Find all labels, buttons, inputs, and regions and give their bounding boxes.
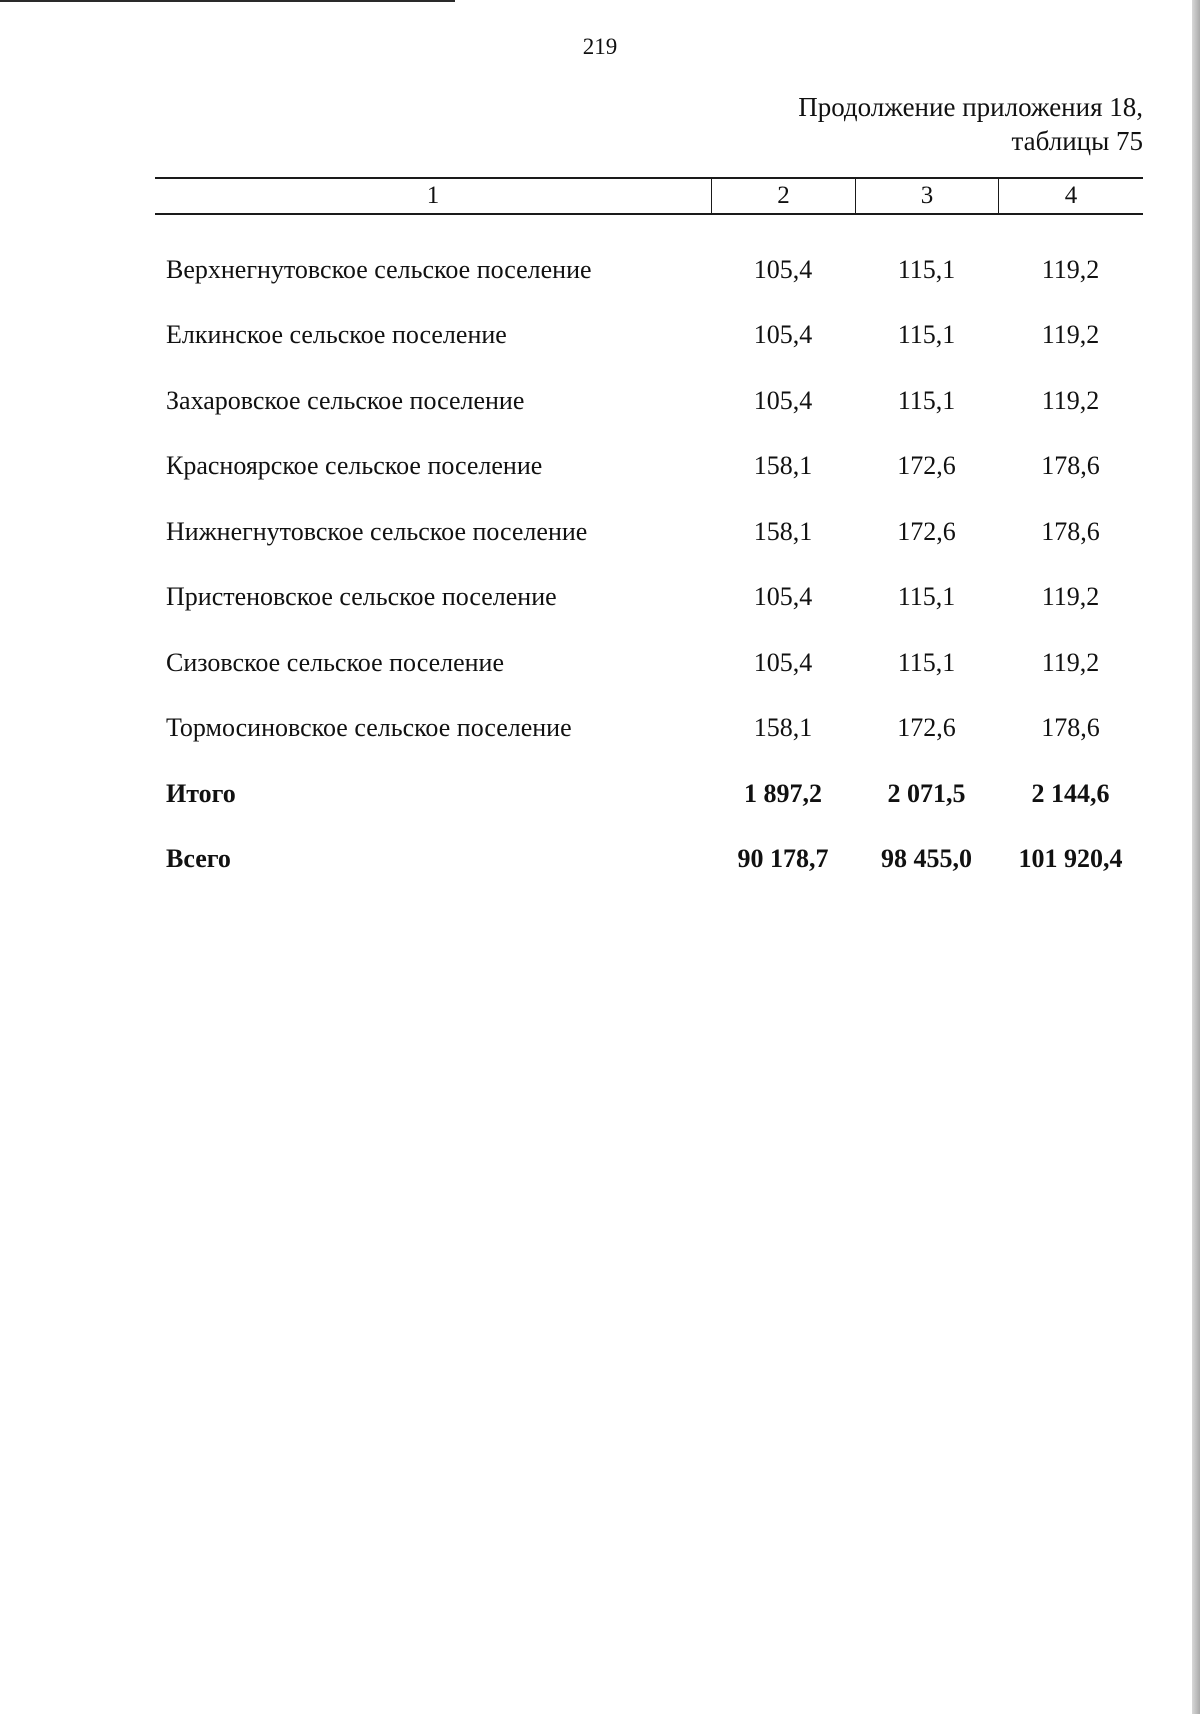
table-row — [155, 368, 1143, 434]
row-name: Тормосиновское сельское поселение — [166, 713, 572, 743]
row-value-col-3: 172,6 — [897, 516, 956, 546]
table-header-row — [155, 177, 1143, 215]
row-value-col-3: 115,1 — [897, 254, 956, 284]
header-col-2: 2 — [711, 179, 855, 213]
row-name: Сизовское сельское поселение — [166, 647, 504, 677]
row-value-col-4: 119,2 — [1041, 582, 1100, 612]
row-name: Пристеновское сельское поселение — [166, 582, 557, 612]
row-value-col-2: 158,1 — [753, 451, 813, 481]
page-number: 219 — [582, 34, 618, 59]
row-value-col-3: 115,1 — [897, 385, 956, 415]
row-value-col-2: 105,4 — [753, 385, 813, 415]
row-value-col-4: 119,2 — [1041, 254, 1100, 284]
row-value-col-3: 115,1 — [897, 582, 956, 612]
row-value-col-4: 178,6 — [1041, 713, 1100, 743]
subtotal-col-4: 2 144,6 — [1031, 778, 1110, 808]
grand-total-col-4: 101 920,4 — [1018, 844, 1123, 874]
table-caption — [798, 90, 1143, 158]
subtotal-col-2: 1 897,2 — [744, 778, 822, 808]
table-body — [155, 237, 1143, 892]
data-table — [155, 177, 1143, 892]
row-value-col-4: 119,2 — [1041, 647, 1100, 677]
row-name: Верхнегнутовское сельское поселение — [166, 254, 592, 284]
subtotal-row — [155, 761, 1143, 827]
scan-edge-right — [1192, 0, 1200, 1714]
caption-line-2: таблицы 75 — [1011, 126, 1143, 156]
row-value-col-2: 105,4 — [753, 647, 813, 677]
subtotal-col-3: 2 071,5 — [887, 778, 966, 808]
header-col-4: 4 — [998, 179, 1143, 213]
grand-total-row — [155, 827, 1143, 893]
table-row — [155, 303, 1143, 369]
subtotal-label: Итого — [166, 778, 236, 808]
table-row — [155, 696, 1143, 762]
row-value-col-4: 119,2 — [1041, 320, 1100, 350]
table-row — [155, 630, 1143, 696]
row-name: Захаровское сельское поселение — [166, 385, 525, 415]
table-row — [155, 565, 1143, 631]
row-value-col-3: 115,1 — [897, 320, 956, 350]
row-value-col-4: 119,2 — [1041, 385, 1100, 415]
header-col-3: 3 — [855, 179, 998, 213]
row-value-col-2: 158,1 — [753, 516, 813, 546]
row-value-col-2: 105,4 — [753, 254, 813, 284]
scan-edge-top — [0, 0, 455, 2]
header-col-1: 1 — [426, 182, 440, 209]
table-row — [155, 237, 1143, 303]
caption-line-1: Продолжение приложения 18, — [798, 92, 1143, 122]
grand-total-col-2: 90 178,7 — [737, 844, 829, 874]
row-value-col-4: 178,6 — [1041, 451, 1100, 481]
row-value-col-2: 158,1 — [753, 713, 813, 743]
row-name: Нижнегнутовское сельское поселение — [166, 516, 588, 546]
row-value-col-3: 172,6 — [897, 713, 956, 743]
grand-total-label: Всего — [166, 844, 231, 874]
row-value-col-2: 105,4 — [753, 582, 813, 612]
table-row — [155, 499, 1143, 565]
row-name: Елкинское сельское поселение — [166, 320, 507, 350]
table-row — [155, 434, 1143, 500]
row-name: Красноярское сельское поселение — [166, 451, 543, 481]
row-value-col-3: 115,1 — [897, 647, 956, 677]
row-value-col-4: 178,6 — [1041, 516, 1100, 546]
row-value-col-3: 172,6 — [897, 451, 956, 481]
row-value-col-2: 105,4 — [753, 320, 813, 350]
grand-total-col-3: 98 455,0 — [881, 844, 972, 874]
